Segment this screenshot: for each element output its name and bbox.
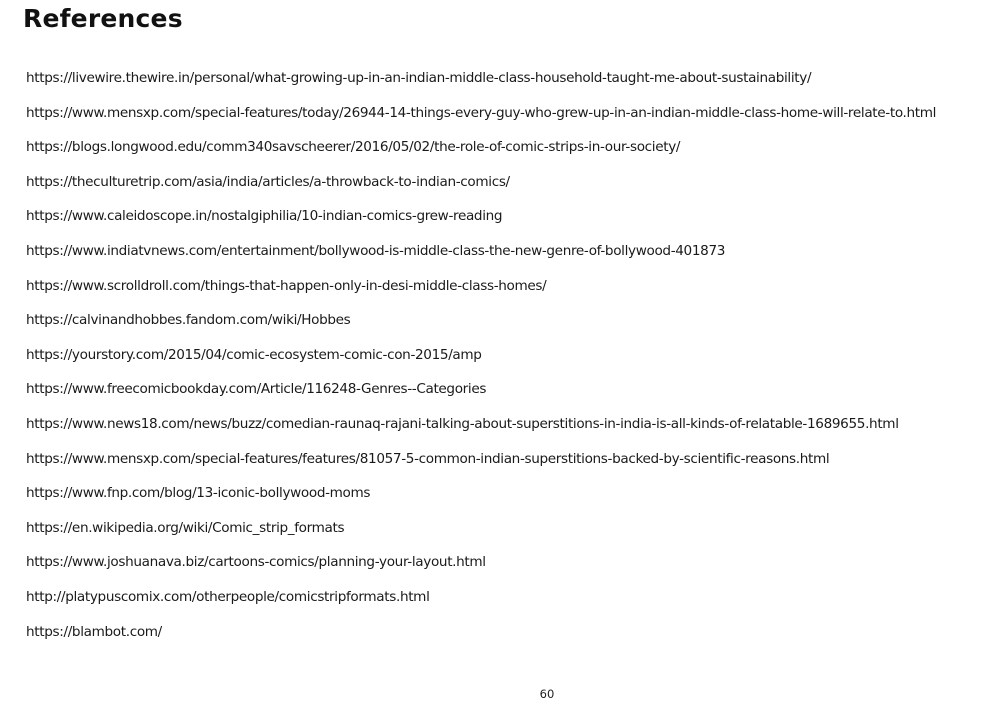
reference-link[interactable]: https://en.wikipedia.org/wiki/Comic_strip_formats bbox=[26, 519, 345, 536]
page-title: References bbox=[23, 4, 183, 33]
reference-item bbox=[26, 68, 936, 103]
reference-link[interactable]: https://blogs.longwood.edu/comm340savscheerer/2016/05/02/the-role-of-comic-strips-in-our-society/ bbox=[26, 139, 681, 156]
reference-link[interactable]: http://platypuscomix.com/otherpeople/comicstripformats.html bbox=[26, 588, 430, 605]
reference-link[interactable]: https://yourstory.com/2015/04/comic-ecosystem-comic-con-2015/amp bbox=[26, 346, 482, 363]
page-number: 60 bbox=[539, 687, 555, 701]
reference-link[interactable]: https://www.freecomicbookday.com/Article/116248-Genres--Categories bbox=[26, 381, 487, 398]
reference-link[interactable]: https://calvinandhobbes.fandom.com/wiki/Hobbes bbox=[26, 312, 351, 329]
reference-item bbox=[26, 587, 936, 622]
reference-link[interactable]: https://livewire.thewire.in/personal/what-growing-up-in-an-indian-middle-class-household-taught-me-about-sustainability/ bbox=[26, 70, 812, 86]
reference-item bbox=[26, 518, 936, 553]
reference-item bbox=[26, 172, 936, 207]
reference-item bbox=[26, 414, 936, 449]
reference-link[interactable]: https://www.fnp.com/blog/13-iconic-bollywood-moms bbox=[26, 485, 371, 502]
reference-link[interactable]: https://www.indiatvnews.com/entertainment/bollywood-is-middle-class-the-new-genre-of-bollywood-401873 bbox=[26, 242, 726, 259]
reference-item bbox=[26, 137, 936, 172]
reference-link[interactable]: https://theculturetrip.com/asia/india/articles/a-throwback-to-indian-comics/ bbox=[26, 173, 510, 190]
reference-item bbox=[26, 345, 936, 380]
reference-item bbox=[26, 310, 936, 345]
reference-link[interactable]: https://www.joshuanava.biz/cartoons-comics/planning-your-layout.html bbox=[26, 554, 486, 571]
reference-item bbox=[26, 449, 936, 484]
reference-link[interactable]: https://www.caleidoscope.in/nostalgiphilia/10-indian-comics-grew-reading bbox=[26, 208, 503, 225]
reference-link[interactable]: https://www.mensxp.com/special-features/features/81057-5-common-indian-superstitions-backed-by-scientific-reasons.html bbox=[26, 450, 830, 467]
reference-item bbox=[26, 483, 936, 518]
reference-item bbox=[26, 276, 936, 311]
reference-item bbox=[26, 206, 936, 241]
reference-item bbox=[26, 103, 936, 138]
reference-link[interactable]: https://blambot.com/ bbox=[26, 623, 162, 640]
reference-item bbox=[26, 552, 936, 587]
reference-item bbox=[26, 622, 936, 657]
reference-link[interactable]: https://www.news18.com/news/buzz/comedian-raunaq-rajani-talking-about-superstitions-in-india-is-all-kinds-of-relatable-1689655.html bbox=[26, 415, 899, 432]
reference-list bbox=[26, 68, 936, 656]
reference-link[interactable]: https://www.mensxp.com/special-features/today/26944-14-things-every-guy-who-grew-up-in-an-indian-middle-class-home-will-relate-to.html bbox=[26, 104, 937, 121]
reference-item bbox=[26, 379, 936, 414]
reference-link[interactable]: https://www.scrolldroll.com/things-that-happen-only-in-desi-middle-class-homes/ bbox=[26, 277, 547, 294]
reference-item bbox=[26, 241, 936, 276]
